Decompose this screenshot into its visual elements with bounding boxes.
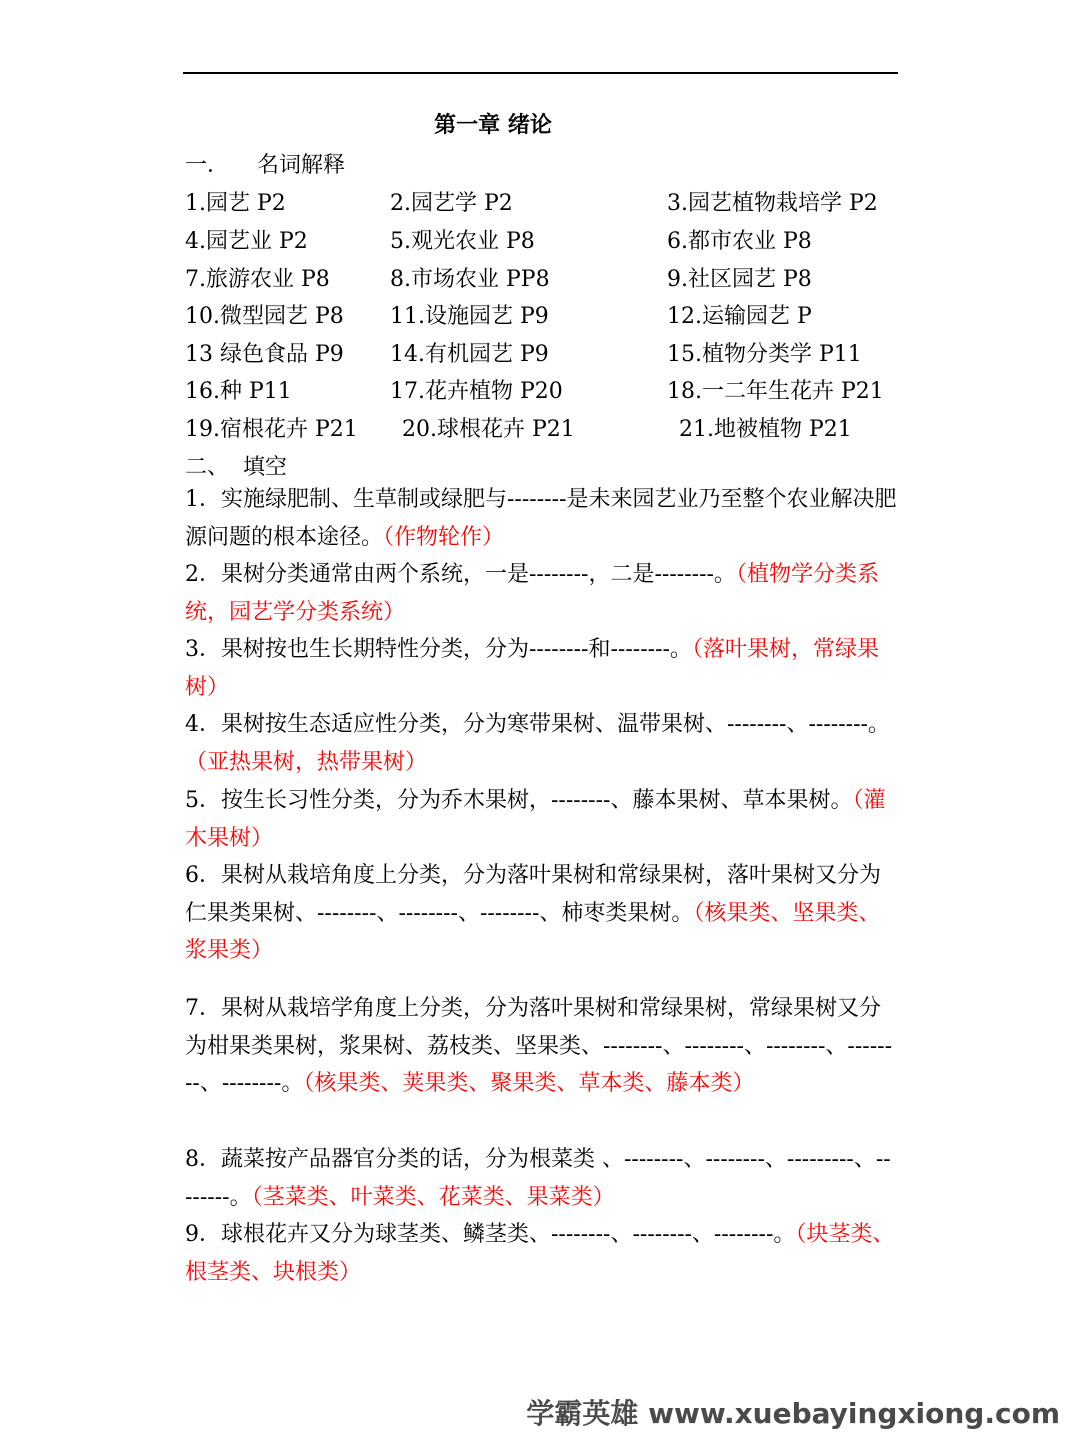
question-text: 1．实施绿肥制、生草制或绿肥与--------是未来园艺业乃至整个农业解决肥源问题的根本途径。: [185, 487, 897, 550]
answer-text: （灌木果树）: [185, 788, 886, 851]
term-item: 4.园艺业 P2: [185, 229, 308, 254]
term-item: 21.地被植物 P21: [679, 417, 852, 442]
term-item: 18.一二年生花卉 P21: [667, 379, 884, 404]
question-item: [185, 631, 897, 706]
question-item: [185, 857, 897, 970]
term-item: 10.微型园艺 P8: [185, 304, 344, 329]
header-rule: [183, 72, 898, 74]
question-text: 5．按生长习性分类，分为乔木果树，--------、藤本果树、草本果树。: [185, 788, 853, 813]
section-number: 一．: [185, 153, 230, 178]
term-item: 17.花卉植物 P20: [390, 379, 563, 404]
term-item: 11.设施园艺 P9: [390, 304, 549, 329]
section-title: 名词解释: [257, 153, 346, 178]
question-text: 6．果树从栽培角度上分类，分为落叶果树和常绿果树，落叶果树又分为仁果类果树、--------、--------、--------、柿枣类果树。: [185, 863, 881, 926]
term-item: 2.园艺学 P2: [390, 191, 513, 216]
term-item: 19.宿根花卉 P21: [185, 417, 358, 442]
term-item: 1.园艺 P2: [185, 191, 286, 216]
term-item: 3.园艺植物栽培学 P2: [667, 191, 878, 216]
question-item: [185, 556, 897, 631]
watermark: 学霸英雄 www.xuebayingxiong.com: [526, 1397, 1060, 1430]
answer-text: （亚热果树，热带果树）: [185, 749, 428, 775]
question-text: 8．蔬菜按产品器官分类的话，分为根菜类 、--------、--------、---------、--------。: [185, 1147, 891, 1210]
term-item: 6.都市农业 P8: [667, 229, 812, 254]
section-number: 二、: [185, 455, 230, 480]
section-heading-terms: [185, 148, 345, 179]
section-heading-fill: [185, 450, 287, 481]
question-text: 9．球根花卉又分为球茎类、鳞茎类、--------、--------、--------。: [185, 1222, 796, 1247]
term-item: 9.社区园艺 P8: [667, 267, 812, 292]
term-item: 12.运输园艺 P: [667, 304, 812, 329]
section-title: 填空: [243, 455, 288, 480]
question-item: [185, 1216, 897, 1291]
term-item: 7.旅游农业 P8: [185, 267, 330, 292]
question-text: 3．果树按也生长期特性分类，分为--------和--------。: [185, 637, 692, 662]
term-item: 20.球根花卉 P21: [402, 417, 575, 442]
term-item: 8.市场农业 PP8: [390, 267, 550, 292]
question-text: 2．果树分类通常由两个系统，一是--------，二是--------。: [185, 562, 736, 587]
question-item: [185, 706, 897, 781]
term-item: 15.植物分类学 P11: [667, 342, 862, 367]
answer-text: （核果类、荚果类、聚果类、草本类、藤本类）: [303, 1071, 755, 1096]
answer-text: （作物轮作）: [383, 524, 505, 550]
answer-text: （落叶果树，常绿果树）: [185, 637, 879, 700]
answer-text: （块茎类、根茎类、块根类）: [185, 1222, 895, 1285]
term-item: 16.种 P11: [185, 379, 292, 404]
question-text: 4．果树按生态适应性分类，分为寒带果树、温带果树、--------、--------。: [185, 712, 890, 737]
term-item: 14.有机园艺 P9: [390, 342, 549, 367]
chapter-title: 第一章 绪论: [434, 112, 552, 138]
term-item: 13 绿色食品 P9: [185, 342, 344, 367]
answer-text: （核果类、坚果类、浆果类）: [185, 900, 881, 963]
answer-text: （茎菜类、叶菜类、花菜类、果菜类）: [251, 1184, 615, 1210]
question-text: 7．果树从栽培学角度上分类，分为落叶果树和常绿果树，常绿果树又分为柑果类果树，浆果树、荔枝类、坚果类、--------、--------、--------、--------、--------。: [185, 996, 893, 1096]
answer-text: （植物学分类系统，园艺学分类系统）: [185, 562, 879, 625]
question-item: [185, 990, 897, 1103]
term-item: 5.观光农业 P8: [390, 229, 535, 254]
question-item: [185, 782, 897, 857]
question-item: [185, 481, 897, 556]
question-item: [185, 1141, 897, 1216]
